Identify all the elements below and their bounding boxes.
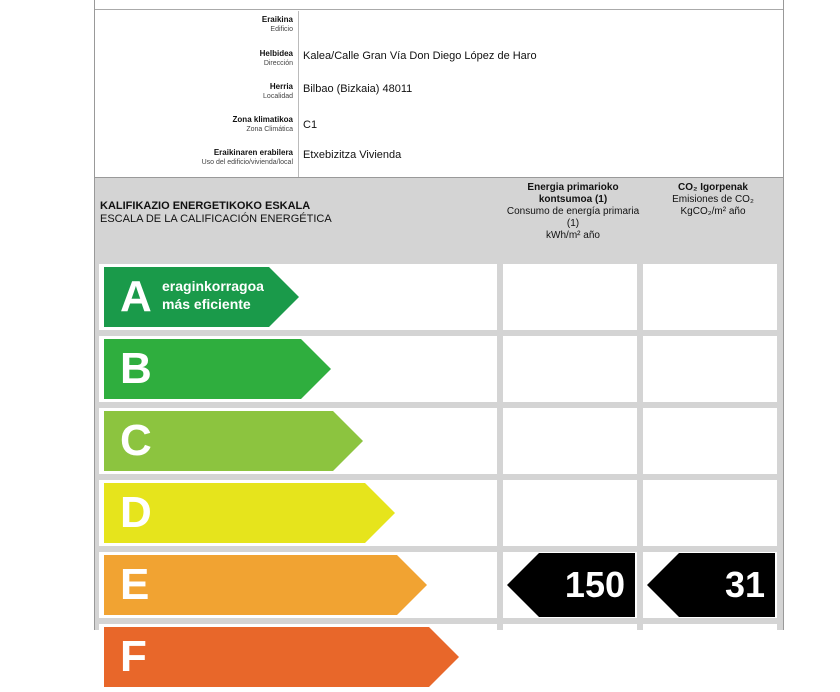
info-label-es: Zona Climática	[246, 126, 293, 133]
rating-arrow-d	[104, 483, 395, 543]
info-row-address	[95, 49, 783, 71]
energy-indicator-value: 150	[564, 564, 625, 605]
rating-description	[162, 277, 264, 313]
info-value: Etxebizitza Vivienda	[303, 149, 402, 161]
info-value: Bilbao (Bizkaia) 48011	[303, 83, 413, 95]
rating-letter: D	[120, 488, 152, 537]
info-label-es: Dirección	[263, 60, 293, 67]
info-label-eu: Zona klimatikoa	[232, 115, 293, 124]
energy-column-title-es: Consumo de energía primaria (1)	[506, 206, 640, 229]
co2-column-title-es: Emisiones de CO₂	[672, 194, 754, 205]
rating-letter: E	[120, 560, 150, 609]
co2-column-header	[643, 182, 783, 218]
rating-cell	[503, 336, 637, 402]
rating-arrow-shape	[104, 627, 459, 687]
top-border	[95, 9, 783, 10]
rating-cell	[503, 408, 637, 474]
info-label-es: Localidad	[263, 93, 293, 100]
rating-arrow-a	[104, 267, 299, 327]
info-row-building-use	[95, 148, 783, 170]
rating-description-line2: más eficiente	[162, 296, 251, 312]
info-row-building	[95, 15, 783, 37]
rating-cell	[503, 264, 637, 330]
rating-arrow-b	[104, 339, 331, 399]
rating-cell	[503, 480, 637, 546]
info-label-eu: Helbidea	[259, 49, 293, 58]
rating-letter: A	[120, 272, 152, 321]
info-row-locality	[95, 82, 783, 104]
info-row-climate-zone	[95, 115, 783, 137]
info-value: C1	[303, 119, 318, 131]
rating-cell	[503, 624, 637, 690]
rating-letter: B	[120, 344, 152, 393]
rating-description-line1: eraginkorragoa	[162, 278, 264, 294]
co2-indicator	[647, 553, 775, 617]
info-label-es: Edificio	[270, 26, 293, 33]
co2-column-title-eu: CO₂ Igorpenak	[677, 182, 748, 193]
info-label-eu: Eraikina	[261, 15, 293, 24]
rating-grid	[95, 261, 783, 681]
rating-cell	[643, 336, 777, 402]
rating-cell	[643, 480, 777, 546]
energy-indicator	[507, 553, 635, 617]
rating-arrow-shape	[104, 555, 427, 615]
co2-indicator-value: 31	[724, 564, 765, 605]
rating-cell	[643, 408, 777, 474]
info-label-eu: Eraikinaren erabilera	[213, 148, 293, 157]
rating-letter: F	[120, 632, 147, 681]
energy-column-header	[503, 182, 643, 242]
scale-title-eu: KALIFIKAZIO ENERGETIKOKO ESKALA	[100, 200, 311, 212]
rating-letter: C	[120, 416, 152, 465]
info-label-es: Uso del edificio/vivienda/local	[201, 159, 293, 166]
scale-header	[95, 177, 783, 262]
info-value: Kalea/Calle Gran Vía Don Diego López de Haro	[303, 50, 537, 62]
co2-column-unit: KgCO₂/m² año	[680, 206, 746, 217]
certificate-document	[94, 0, 784, 681]
rating-arrow-e	[104, 555, 427, 615]
rating-arrow-c	[104, 411, 363, 471]
scale-title-es: ESCALA DE LA CALIFICACIÓN ENERGÉTICA	[100, 213, 332, 225]
rating-cell	[643, 624, 777, 690]
building-info-section	[95, 11, 783, 177]
rating-cell	[643, 264, 777, 330]
energy-column-title-eu: Energia primarioko kontsumoa (1)	[527, 182, 619, 205]
rating-arrow-f	[104, 627, 459, 687]
info-label-eu: Herria	[269, 82, 293, 91]
energy-column-unit: kWh/m² año	[546, 230, 600, 241]
